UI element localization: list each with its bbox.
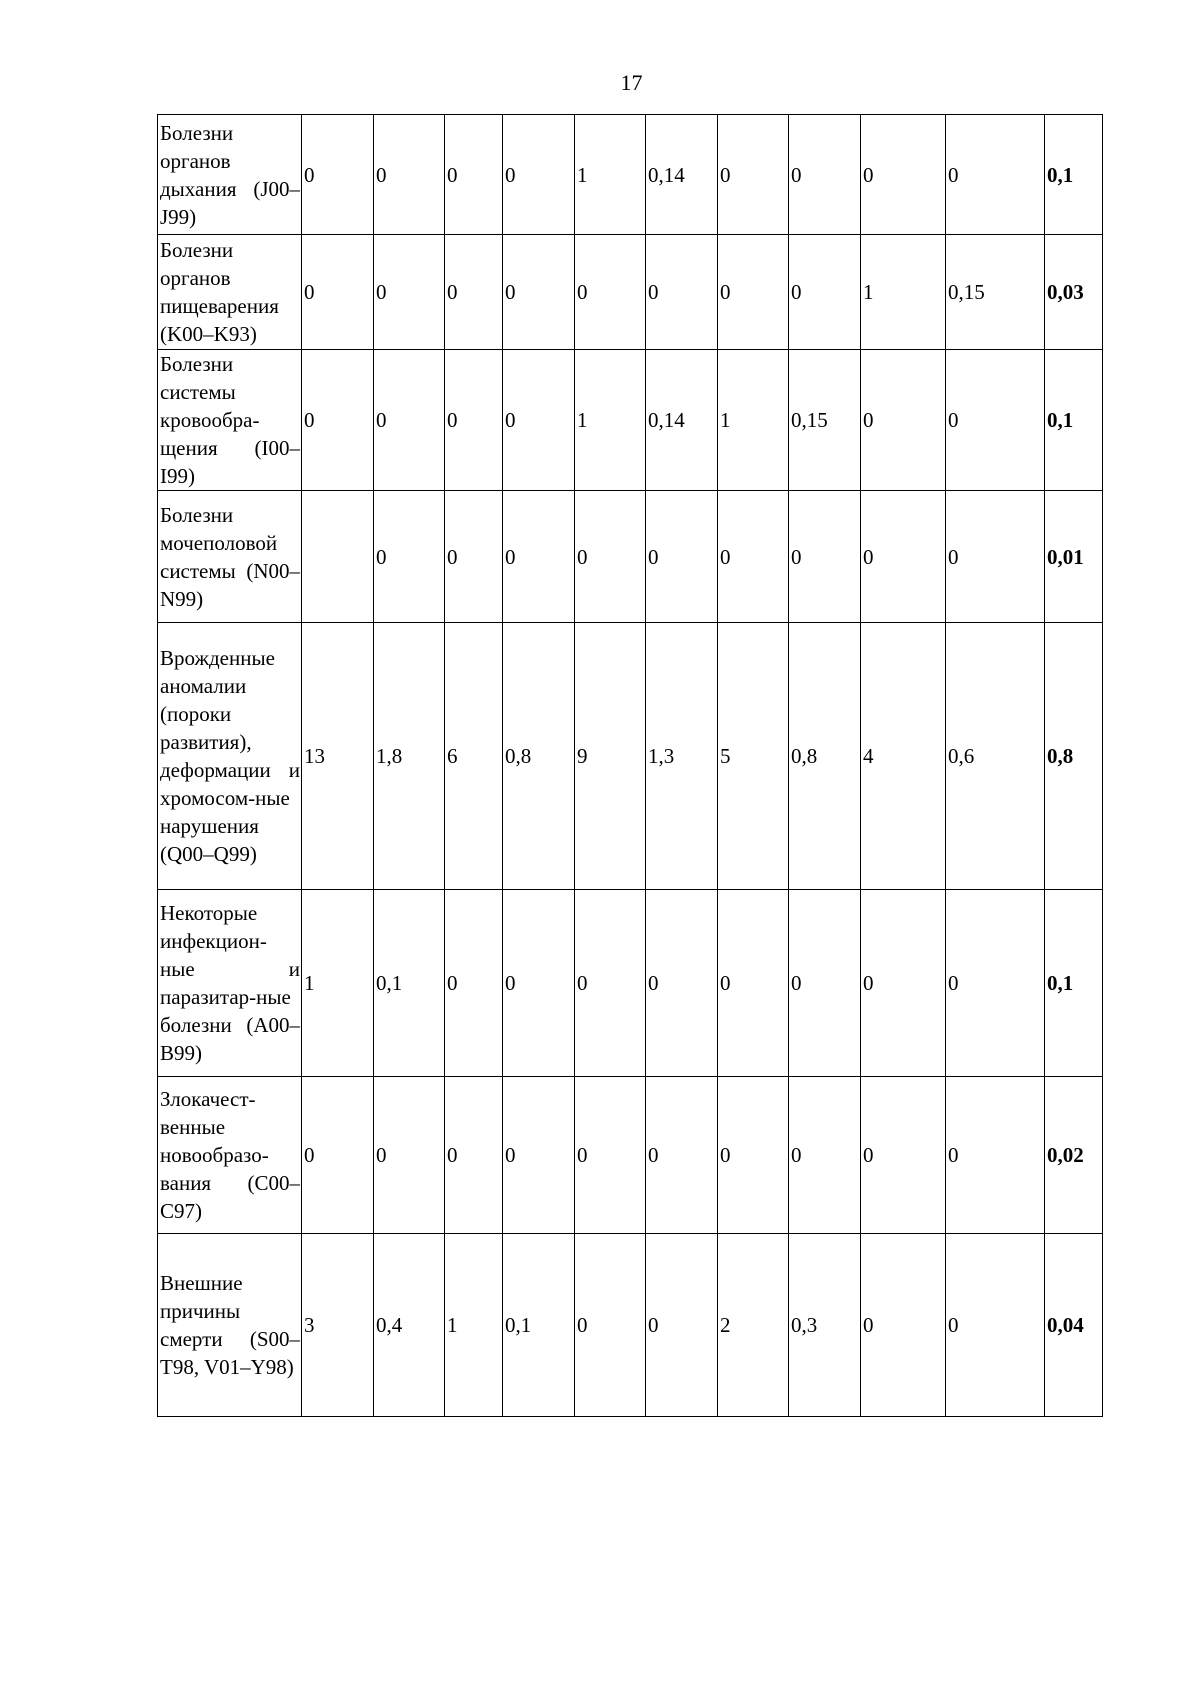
table-cell: 0	[861, 115, 946, 235]
table-cell: 0	[946, 1234, 1045, 1417]
table-cell: 0,3	[789, 1234, 861, 1417]
table-cell: 0,1	[503, 1234, 575, 1417]
table-cell: 0	[374, 235, 445, 350]
table-cell: 6	[445, 623, 503, 890]
table-cell: 0	[861, 491, 946, 623]
table-cell: 0	[789, 890, 861, 1077]
table-cell: 0	[946, 491, 1045, 623]
table-cell: 0	[718, 890, 789, 1077]
table-cell: 0	[302, 1077, 374, 1234]
table-cell: 0	[646, 491, 718, 623]
table-cell: 0	[302, 235, 374, 350]
row-total: 0,01	[1045, 491, 1103, 623]
table-cell: 1	[718, 350, 789, 491]
table-cell: 0	[503, 350, 575, 491]
page-number: 17	[620, 70, 643, 95]
table-cell: 0	[946, 1077, 1045, 1234]
table-row	[158, 1234, 1103, 1417]
row-label: Болезни органов дыхания (J00–J99)	[158, 115, 302, 235]
row-label: Некоторые инфекцион-ные и паразитар-ные болезни (A00–B99)	[158, 890, 302, 1077]
table-cell: 0	[789, 115, 861, 235]
table-cell: 0	[861, 1077, 946, 1234]
table-cell	[302, 491, 374, 623]
table-row	[158, 115, 1103, 235]
table-cell: 0,15	[946, 235, 1045, 350]
table-cell: 0	[575, 1077, 646, 1234]
table-cell: 5	[718, 623, 789, 890]
table-cell: 1	[445, 1234, 503, 1417]
table-cell: 1	[575, 350, 646, 491]
table-cell: 0	[445, 491, 503, 623]
table-cell: 0	[718, 235, 789, 350]
table-cell: 0	[503, 491, 575, 623]
row-total: 0,1	[1045, 890, 1103, 1077]
row-label: Злокачест-венные новообразо-вания (C00–C97)	[158, 1077, 302, 1234]
row-total: 0,1	[1045, 115, 1103, 235]
table-cell: 0	[575, 890, 646, 1077]
table-cell: 0	[445, 235, 503, 350]
table-cell: 1,8	[374, 623, 445, 890]
table-row	[158, 1077, 1103, 1234]
table-cell: 0	[946, 890, 1045, 1077]
table-cell: 0,6	[946, 623, 1045, 890]
table-cell: 0,1	[374, 890, 445, 1077]
table-cell: 0	[575, 491, 646, 623]
table-row	[158, 350, 1103, 491]
table-cell: 0	[302, 350, 374, 491]
table-cell: 0,4	[374, 1234, 445, 1417]
table-row	[158, 235, 1103, 350]
table-cell: 9	[575, 623, 646, 890]
table-cell: 0	[861, 1234, 946, 1417]
table-cell: 0	[646, 1077, 718, 1234]
table-cell: 0	[861, 350, 946, 491]
table-cell: 1	[861, 235, 946, 350]
row-total: 0,1	[1045, 350, 1103, 491]
table-cell: 2	[718, 1234, 789, 1417]
table-cell: 13	[302, 623, 374, 890]
table-cell: 0,14	[646, 350, 718, 491]
table-cell: 0	[302, 115, 374, 235]
table-cell: 0	[374, 350, 445, 491]
table-cell: 1	[575, 115, 646, 235]
table-cell: 0,15	[789, 350, 861, 491]
table-cell: 0,14	[646, 115, 718, 235]
table-cell: 3	[302, 1234, 374, 1417]
row-total: 0,02	[1045, 1077, 1103, 1234]
table-cell: 0	[575, 1234, 646, 1417]
table-cell: 0	[646, 890, 718, 1077]
table-cell: 0,8	[503, 623, 575, 890]
table-cell: 0	[374, 1077, 445, 1234]
table-cell: 1	[302, 890, 374, 1077]
row-label: Болезни мочеполовой системы (N00–N99)	[158, 491, 302, 623]
table-cell: 0	[445, 890, 503, 1077]
table-cell: 0	[503, 235, 575, 350]
mortality-table	[157, 114, 1103, 1417]
row-total: 0,04	[1045, 1234, 1103, 1417]
row-label: Болезни системы кровообра-щения (I00–I99)	[158, 350, 302, 491]
table-cell: 0	[718, 491, 789, 623]
table-cell: 1,3	[646, 623, 718, 890]
table-row	[158, 623, 1103, 890]
table-cell: 0	[861, 890, 946, 1077]
table-cell: 0	[575, 235, 646, 350]
table-cell: 0	[789, 1077, 861, 1234]
row-total: 0,8	[1045, 623, 1103, 890]
table-body	[158, 115, 1103, 1417]
table-cell: 0	[445, 115, 503, 235]
table-cell: 0	[445, 1077, 503, 1234]
table-cell: 0	[646, 1234, 718, 1417]
table-cell: 0	[445, 350, 503, 491]
row-label: Болезни органов пищеварения (K00–K93)	[158, 235, 302, 350]
table-row	[158, 491, 1103, 623]
table-cell: 0	[789, 235, 861, 350]
row-label: Врожденные аномалии (пороки развития), деформации и хромосом-ные нарушения (Q00–Q99)	[158, 623, 302, 890]
table-cell: 0	[718, 115, 789, 235]
row-label: Внешние причины смерти (S00–T98, V01–Y98)	[158, 1234, 302, 1417]
table-cell: 0	[646, 235, 718, 350]
table-cell: 0	[946, 115, 1045, 235]
table-cell: 0	[374, 491, 445, 623]
table-cell: 0,8	[789, 623, 861, 890]
table-cell: 0	[374, 115, 445, 235]
table-cell: 0	[503, 115, 575, 235]
table-cell: 0	[503, 890, 575, 1077]
table-cell: 0	[946, 350, 1045, 491]
table-cell: 0	[789, 491, 861, 623]
table-cell: 0	[503, 1077, 575, 1234]
table-cell: 4	[861, 623, 946, 890]
row-total: 0,03	[1045, 235, 1103, 350]
table-cell: 0	[718, 1077, 789, 1234]
table-row	[158, 890, 1103, 1077]
